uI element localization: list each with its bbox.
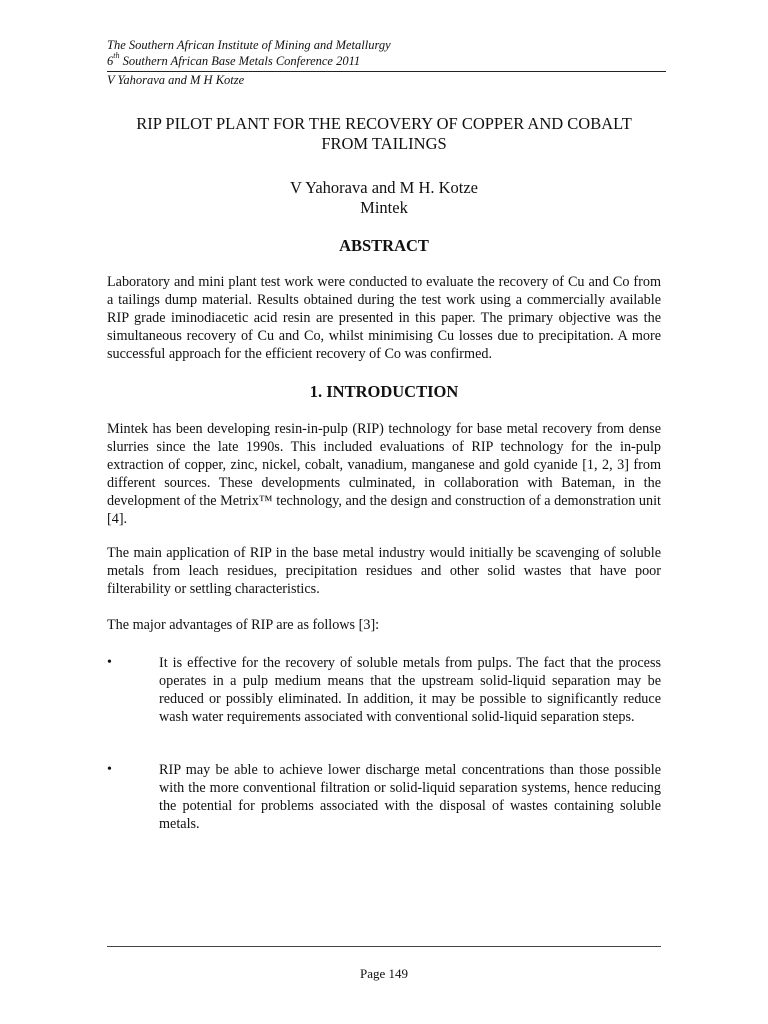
header-conference-ordinal: th: [113, 51, 120, 61]
abstract-text: Laboratory and mini plant test work were conducted to evaluate the recovery of Cu and Co from a tailings dump material. Results obtained during the test work using a commercially available RIP grade iminodiacetic acid resin are presented in this paper. The primary objective was the simultaneous recovery of Cu and Co, whilst minimising Cu losses due to precipitation. A more successful approach for the efficient recovery of Co was confirmed.: [107, 274, 661, 362]
author-affiliation: Mintek: [360, 198, 408, 217]
abstract-heading: ABSTRACT: [339, 236, 429, 255]
author-block: [107, 178, 661, 218]
introduction-paragraph-2: The main application of RIP in the base metal industry would initially be scavenging of soluble metals from leach residues, precipitation residues and other solid wastes that have poor filterability or settling characteristics.: [107, 545, 661, 597]
bullet-1-text: It is effective for the recovery of soluble metals from pulps. The fact that the process operates in a pulp medium means that the upstream solid-liquid separation may be reduced or possibly eliminated. In addition, it may be possible to significantly reduce wash water requirements associated with conventional solid-liquid separation steps.: [159, 655, 661, 725]
header-rule: [107, 71, 666, 72]
header-conference-name: Southern African Base Metals Conference 2011: [119, 53, 361, 68]
running-header: [107, 38, 666, 69]
bullet-2-text: RIP may be able to achieve lower discharge metal concentrations than those possible with the more conventional filtration or solid-liquid separation systems, hence reducing the potential for problems associated with the disposal of wastes containing soluble metals.: [159, 762, 661, 832]
bullet-2-mark: •: [107, 762, 112, 777]
author-names: V Yahorava and M H. Kotze: [289, 178, 479, 197]
header-conference-number: 6: [107, 53, 114, 68]
header-authors: V Yahorava and M H Kotze: [107, 73, 245, 87]
paper-title-line-1: RIP PILOT PLANT FOR THE RECOVERY OF COPPER AND COBALT: [136, 114, 632, 133]
introduction-paragraph-1: Mintek has been developing resin-in-pulp (RIP) technology for base metal recovery from dense slurries since the late 1990s. This included evaluations of RIP technology for the in-pulp extraction of copper, zinc, nickel, cobalt, vanadium, manganese and gold cyanide [1, 2, 3] from different sources. These developments culminated, in collaboration with Bateman, in the development of the Metrix™ technology, and the design and construction of a demonstration unit [4].: [107, 421, 661, 527]
paper-title: [107, 114, 661, 154]
footer-rule: [107, 946, 661, 947]
page-number: Page 149: [359, 966, 409, 981]
introduction-heading: 1. INTRODUCTION: [309, 382, 459, 401]
paper-title-line-2: FROM TAILINGS: [321, 134, 447, 153]
header-conference: [107, 51, 666, 70]
introduction-paragraph-3: The major advantages of RIP are as follows [3]:: [107, 617, 380, 633]
header-institute: The Southern African Institute of Mining and Metallurgy: [107, 38, 391, 52]
bullet-1-mark: •: [107, 655, 112, 670]
